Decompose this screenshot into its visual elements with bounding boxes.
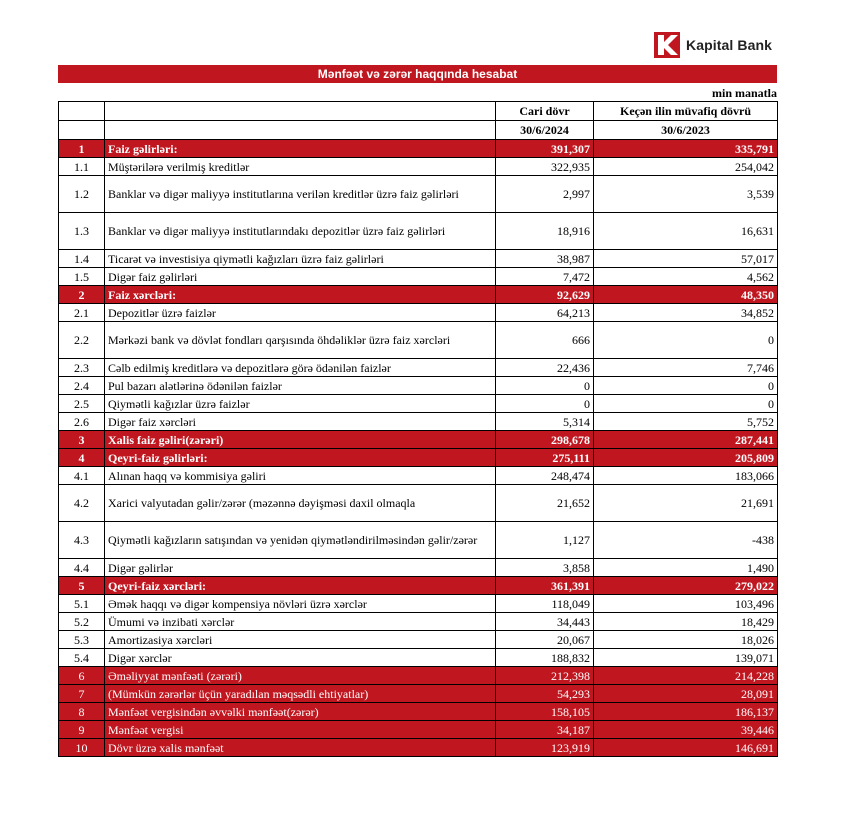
row-current-value: 64,213: [496, 304, 594, 322]
row-previous-value: 205,809: [594, 449, 778, 467]
header-date-label-cell: [105, 121, 496, 140]
row-previous-value: 39,446: [594, 721, 778, 739]
row-number: 1.4: [59, 250, 105, 268]
table-row: [59, 176, 778, 213]
row-previous-value: 21,691: [594, 485, 778, 522]
row-label: Digər gəlirlər: [105, 559, 496, 577]
row-label: Xalis faiz gəliri(zərəri): [105, 431, 496, 449]
row-label: Banklar və digər maliyyə institutlarındakı depozitlər üzrə faiz gəlirləri: [105, 213, 496, 250]
row-number: 2.6: [59, 413, 105, 431]
row-current-value: 188,832: [496, 649, 594, 667]
row-label: (Mümkün zərərlər üçün yaradılan məqsədli ehtiyatlar): [105, 685, 496, 703]
brand-logo: [654, 30, 772, 60]
row-previous-value: 1,490: [594, 559, 778, 577]
table-row: [59, 595, 778, 613]
row-number: 7: [59, 685, 105, 703]
table-row: [59, 685, 778, 703]
row-current-value: 361,391: [496, 577, 594, 595]
row-current-value: 54,293: [496, 685, 594, 703]
row-current-value: 34,443: [496, 613, 594, 631]
table-row: [59, 413, 778, 431]
row-previous-value: 48,350: [594, 286, 778, 304]
income-statement-table: [58, 101, 778, 757]
table-row: [59, 304, 778, 322]
row-previous-value: -438: [594, 522, 778, 559]
row-current-value: 2,997: [496, 176, 594, 213]
row-label: Əmək haqqı və digər kompensiya növləri üzrə xərclər: [105, 595, 496, 613]
header-current: Cari dövr: [496, 102, 594, 121]
table-row: [59, 213, 778, 250]
row-previous-value: 0: [594, 377, 778, 395]
table-row: [59, 739, 778, 757]
row-number: 5: [59, 577, 105, 595]
row-number: 5.4: [59, 649, 105, 667]
table-row: [59, 268, 778, 286]
header-date-row: [59, 121, 778, 140]
row-label: Mərkəzi bank və dövlət fondları qarşısında öhdəliklər üzrə faiz xərcləri: [105, 322, 496, 359]
row-label: Qiymətli kağızlar üzrə faizlər: [105, 395, 496, 413]
report-title: Mənfəət və zərər haqqında hesabat: [58, 65, 777, 83]
header-previous: Keçən ilin müvafiq dövrü: [594, 102, 778, 121]
row-number: 4.4: [59, 559, 105, 577]
row-previous-value: 146,691: [594, 739, 778, 757]
table-row: [59, 395, 778, 413]
row-label: Qeyri-faiz gəlirləri:: [105, 449, 496, 467]
row-label: Cəlb edilmiş kreditlərə və depozitlərə görə ödənilən faizlər: [105, 359, 496, 377]
table-row: [59, 467, 778, 485]
row-label: Xarici valyutadan gəlir/zərər (məzənnə dəyişməsi daxil olmaqla: [105, 485, 496, 522]
row-current-value: 212,398: [496, 667, 594, 685]
table-row: [59, 649, 778, 667]
row-label: Faiz gəlirləri:: [105, 140, 496, 158]
row-current-value: 391,307: [496, 140, 594, 158]
row-label: Amortizasiya xərcləri: [105, 631, 496, 649]
row-label: Depozitlər üzrə faizlər: [105, 304, 496, 322]
row-label: Alınan haqq və kommisiya gəliri: [105, 467, 496, 485]
row-label: Qeyri-faiz xərcləri:: [105, 577, 496, 595]
row-number: 4.2: [59, 485, 105, 522]
row-previous-value: 5,752: [594, 413, 778, 431]
row-previous-value: 279,022: [594, 577, 778, 595]
row-label: Qiymətli kağızların satışından və yenidən qiymətləndirilməsindən gəlir/zərər: [105, 522, 496, 559]
table-row: [59, 359, 778, 377]
row-current-value: 666: [496, 322, 594, 359]
row-number: 3: [59, 431, 105, 449]
row-current-value: 158,105: [496, 703, 594, 721]
row-current-value: 20,067: [496, 631, 594, 649]
header-row: [59, 102, 778, 121]
row-number: 5.3: [59, 631, 105, 649]
row-current-value: 92,629: [496, 286, 594, 304]
row-current-value: 3,858: [496, 559, 594, 577]
header-current-date: 30/6/2024: [496, 121, 594, 140]
header-num-cell: [59, 102, 105, 121]
row-previous-value: 335,791: [594, 140, 778, 158]
row-current-value: 18,916: [496, 213, 594, 250]
row-number: 2: [59, 286, 105, 304]
row-current-value: 298,678: [496, 431, 594, 449]
row-previous-value: 18,026: [594, 631, 778, 649]
row-number: 2.4: [59, 377, 105, 395]
table-row: [59, 140, 778, 158]
table-row: [59, 667, 778, 685]
row-label: Digər faiz gəlirləri: [105, 268, 496, 286]
row-previous-value: 34,852: [594, 304, 778, 322]
row-label: Pul bazarı alətlərinə ödənilən faizlər: [105, 377, 496, 395]
row-current-value: 322,935: [496, 158, 594, 176]
row-previous-value: 57,017: [594, 250, 778, 268]
row-current-value: 22,436: [496, 359, 594, 377]
row-previous-value: 3,539: [594, 176, 778, 213]
row-previous-value: 0: [594, 322, 778, 359]
brand-name: Kapital Bank: [686, 37, 772, 53]
row-previous-value: 0: [594, 395, 778, 413]
table-row: [59, 322, 778, 359]
table-row: [59, 703, 778, 721]
row-number: 10: [59, 739, 105, 757]
row-previous-value: 254,042: [594, 158, 778, 176]
row-current-value: 38,987: [496, 250, 594, 268]
row-current-value: 275,111: [496, 449, 594, 467]
row-number: 1.3: [59, 213, 105, 250]
row-current-value: 7,472: [496, 268, 594, 286]
row-current-value: 34,187: [496, 721, 594, 739]
row-label: Müştərilərə verilmiş kreditlər: [105, 158, 496, 176]
row-label: Mənfəət vergisindən əvvəlki mənfəət(zərər): [105, 703, 496, 721]
row-number: 8: [59, 703, 105, 721]
row-label: Dövr üzrə xalis mənfəət: [105, 739, 496, 757]
table-row: [59, 613, 778, 631]
table-row: [59, 449, 778, 467]
row-current-value: 0: [496, 395, 594, 413]
row-previous-value: 28,091: [594, 685, 778, 703]
row-previous-value: 4,562: [594, 268, 778, 286]
row-previous-value: 287,441: [594, 431, 778, 449]
row-current-value: 21,652: [496, 485, 594, 522]
row-number: 1.1: [59, 158, 105, 176]
header-previous-date: 30/6/2023: [594, 121, 778, 140]
row-current-value: 0: [496, 377, 594, 395]
row-label: Ticarət və investisiya qiymətli kağızları üzrə faiz gəlirləri: [105, 250, 496, 268]
row-number: 1: [59, 140, 105, 158]
row-number: 2.2: [59, 322, 105, 359]
row-label: Digər faiz xərcləri: [105, 413, 496, 431]
row-label: Ümumi və inzibati xərclər: [105, 613, 496, 631]
row-previous-value: 18,429: [594, 613, 778, 631]
row-current-value: 123,919: [496, 739, 594, 757]
row-number: 9: [59, 721, 105, 739]
row-label: Digər xərclər: [105, 649, 496, 667]
row-number: 4.3: [59, 522, 105, 559]
table-row: [59, 577, 778, 595]
table-row: [59, 631, 778, 649]
row-number: 6: [59, 667, 105, 685]
row-label: Banklar və digər maliyyə institutlarına verilən kreditlər üzrə faiz gəlirləri: [105, 176, 496, 213]
header-date-num-cell: [59, 121, 105, 140]
row-current-value: 1,127: [496, 522, 594, 559]
table-row: [59, 377, 778, 395]
row-previous-value: 183,066: [594, 467, 778, 485]
row-number: 2.1: [59, 304, 105, 322]
row-label: Mənfəət vergisi: [105, 721, 496, 739]
row-label: Faiz xərcləri:: [105, 286, 496, 304]
table-row: [59, 158, 778, 176]
row-current-value: 118,049: [496, 595, 594, 613]
header-label-cell: [105, 102, 496, 121]
row-number: 5.1: [59, 595, 105, 613]
table-row: [59, 522, 778, 559]
kapital-bank-logo-icon: [654, 32, 680, 58]
row-number: 5.2: [59, 613, 105, 631]
row-number: 1.5: [59, 268, 105, 286]
row-previous-value: 214,228: [594, 667, 778, 685]
units-label: min manatla: [711, 86, 777, 100]
table-row: [59, 485, 778, 522]
row-current-value: 5,314: [496, 413, 594, 431]
row-number: 2.5: [59, 395, 105, 413]
table-row: [59, 559, 778, 577]
table-row: [59, 286, 778, 304]
row-number: 4.1: [59, 467, 105, 485]
table-row: [59, 250, 778, 268]
table-row: [59, 431, 778, 449]
row-number: 4: [59, 449, 105, 467]
row-previous-value: 7,746: [594, 359, 778, 377]
row-label: Əməliyyat mənfəəti (zərəri): [105, 667, 496, 685]
row-previous-value: 16,631: [594, 213, 778, 250]
row-number: 2.3: [59, 359, 105, 377]
row-number: 1.2: [59, 176, 105, 213]
table-row: [59, 721, 778, 739]
row-previous-value: 103,496: [594, 595, 778, 613]
row-current-value: 248,474: [496, 467, 594, 485]
row-previous-value: 186,137: [594, 703, 778, 721]
row-previous-value: 139,071: [594, 649, 778, 667]
